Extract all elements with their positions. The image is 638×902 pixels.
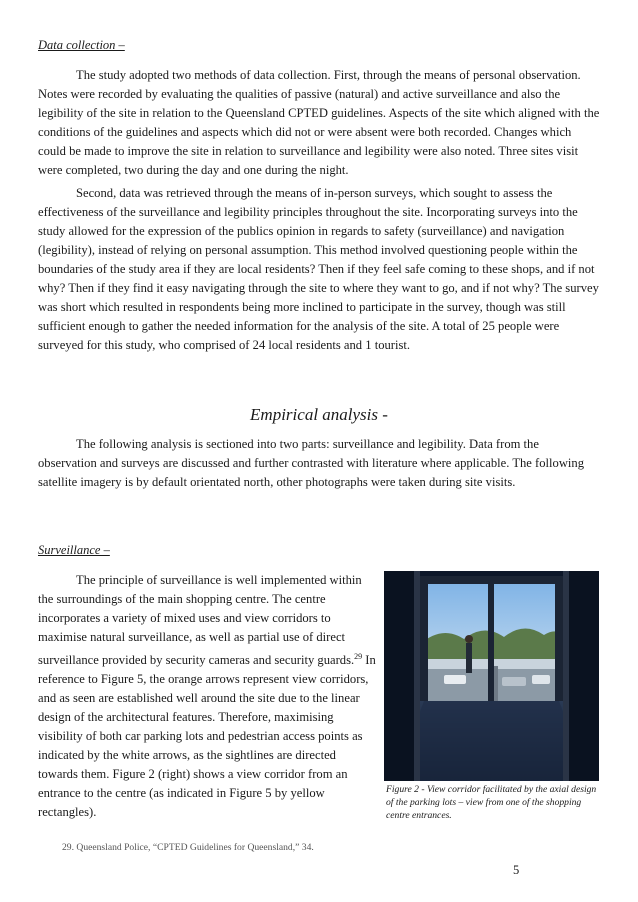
footnote: 29. Queensland Police, “CPTED Guidelines for Queensland,” 34. [62, 842, 314, 853]
surveillance-text-b: In reference to Figure 5, the orange arrows represent view corridors, and as seen are established well around the site due to the linear design of the architectural features. Therefore, maximising visibility of both car parking lots and pedestrian access points as indicated by the white arrows, as the sightlines are directed towards them. Figure 2 (right) shows a view corridor from an entrance to the centre (as indicated in Figure 5 by yellow rectangles). [38, 653, 376, 820]
surveillance-text-a: The principle of surveillance is well implemented within the surroundings of the main shopping centre. The centre incorporates a variety of mixed uses and view corridors to maximise natural surveillance, as well as partial use of direct surveillance provided by security cameras and security guards. [38, 573, 362, 668]
empirical-analysis-title: Empirical analysis - [250, 405, 388, 424]
page-number: 5 [513, 863, 520, 877]
data-collection-heading: Data collection – [38, 38, 125, 52]
figure-2-caption: Figure 2 - View corridor facilitated by the axial design of the parking lots – view from one of the shopping centre entrances. [386, 784, 597, 821]
figure-2-photo [384, 571, 599, 781]
empirical-analysis-paragraph: The following analysis is sectioned into two parts: surveillance and legibility. Data from the observation and surveys are discussed and further contrasted with literature where applicable. The following satellite imagery is by default orientated north, other photographs were taken during site visits. [38, 437, 585, 489]
entrance-view-photo [384, 571, 599, 781]
surveillance-paragraph [38, 571, 376, 822]
data-collection-paragraph-2: Second, data was retrieved through the means of in-person surveys, which sought to assess the effectiveness of the surveillance and legibility principles throughout the site. Incorporating surveys into the study allowed for the expression of the publics opinion in regards to safety (surveillance) and navigation (legibility), instead of relying on personal assumption. This method involved questioning people within the boundaries of the study area if they are local residents? Then if they feel safe coming to these shops, and if not why? Then if they find it easy navigating through the site to where they want to go, and if not why? The survey was short which resulted in respondents being more inclined to participate in the survey, though was still sufficient enough to gather the needed information for the analysis of the site. A total of 25 people were surveyed for this study, who comprised of 24 local residents and 1 tourist. [38, 186, 599, 352]
data-collection-paragraph-1: The study adopted two methods of data collection. First, through the means of personal observation. Notes were recorded by evaluating the qualities of passive (natural) and active surveillance and also the legibility of the site in relation to the Queensland CPTED guidelines. Aspects of the site which aligned with the conditions of the guidelines and aspects which did not or were absent were both recorded. Changes which could be made to improve the site in relation to surveillance and legibility were also noted. Three sites visit were completed, two during the day and one during the night. [38, 68, 600, 177]
surveillance-heading: Surveillance – [38, 543, 110, 557]
footnote-reference: 29 [354, 652, 363, 661]
